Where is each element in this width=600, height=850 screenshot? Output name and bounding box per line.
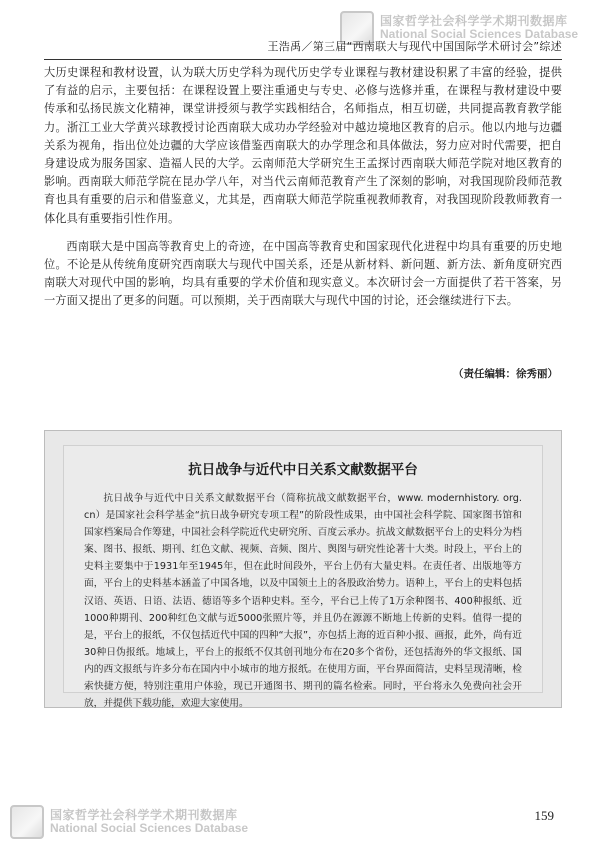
watermark-en: National Social Sciences Database <box>50 821 249 835</box>
paragraph: 大历史课程和教材设置，认为联大历史学科为现代历史学专业课程与教材建设积累了丰富的经验，提供了有益的启示，主要包括：在课程设置上要注重通史与专史、必修与选修并重，在课程与教材建设中要传承和弘扬民族文化精神，课堂讲授须与教学实践相结合，名师指点，相互切磋，共同提高教育教学能力。浙江工业大学黄兴球教授讨论西南联大成功办学经验对中越边境地区教育的启示。他以内地与边疆关系为视角，指出位处边疆的大学应该借鉴西南联大的办学理念和具体做法，努力应对时代需要，把自身建设成为服务国家、造福人民的大学。云南师范大学研究生王孟探讨西南联大师范学院对地区教育的影响。西南联大师范学院在昆办学八年，对当代云南师范教育产生了深刻的影响，对我国现阶段师范教育也具有重要的启示和借鉴意义，尤其是，西南联大师范学院重视教师教育，对我国现阶段教师教育一体化具有重要指引性作用。 <box>44 66 562 225</box>
watermark-bottom <box>10 802 270 842</box>
watermark-cn: 国家哲学社会科学学术期刊数据库 <box>50 808 238 823</box>
database-logo-icon <box>10 805 44 839</box>
announcement-inner <box>63 445 543 710</box>
announcement-title: 抗日战争与近代中日关系文献数据平台 <box>188 462 418 478</box>
watermark-text <box>50 809 248 834</box>
paragraph: 西南联大是中国高等教育史上的奇迹，在中国高等教育史和国家现代化进程中均具有重要的历史地位。不论是从传统角度研究西南联大与现代中国关系，还是从新材料、新问题、新方法、新角度研究西南联大对现代中国的影响，均具有重要的学术价值和现实意义。本次研讨会一方面提供了若干答案，另一方面又提出了更多的问题。可以预期，关于西南联大与现代中国的讨论，还会继续进行下去。 <box>44 239 562 308</box>
watermark-text <box>380 15 578 40</box>
announcement-box <box>44 430 562 708</box>
article-body <box>44 64 562 311</box>
announcement-text: 抗日战争与近代中日关系文献数据平台（简称抗战文献数据平台，www. modernhistory. org. cn）是国家社会科学基金“抗日战争研究专项工程”的阶段性成果，由中国社会科学院、国家图书馆和国家档案局合作筹建，中国社会科学院近代史研究所、百度云承办。抗战文献数据平台上的史料分为档案、图书、报纸、期刊、红色文献、视频、音频、图片、舆图与研究性论著十大类。时段上，平台上的史料主要集中于1931年至1945年，但在此时间段外，平台上仍有大量史料。在责任者、出版地等方面，平台上的史料基本涵盖了中国各地，以及中国领土上的各股政治势力。语种上，平台上的史料包括汉语、英语、日语、法语、德语等多个语种史料。至今，平台已上传了1万余种图书、400种报纸、近1000种期刊、200种红色文献与近5000张照片等，并且仍在源源不断地上传新的史料。值得一提的是，平台上的报纸，不仅包括近代中国的四种“大报”，亦包括上海的近百种小报、画报，此外，尚有近30种日伪报纸。地域上，平台上的报纸不仅其创刊地分布在20多个省份，还包括海外的华文报纸、国内的西文报纸与许多分布在国内中小城市的地方报纸。在使用方面，平台界面简洁，史料呈现清晰，检索快捷方便，特别注重用户体验，现已开通图书、期刊的篇名检索。同时，平台将永久免费向社会开放，并提供下载功能，欢迎大家使用。 <box>84 493 522 710</box>
watermark-en: National Social Sciences Database <box>380 27 579 41</box>
responsible-editor: （责任编辑：徐秀丽） <box>453 368 558 380</box>
running-head: 王浩禹／第三届“西南联大与现代中国国际学术研讨会”综述 <box>44 38 562 60</box>
watermark-cn: 国家哲学社会科学学术期刊数据库 <box>380 14 568 29</box>
page-number: 159 <box>534 808 554 823</box>
